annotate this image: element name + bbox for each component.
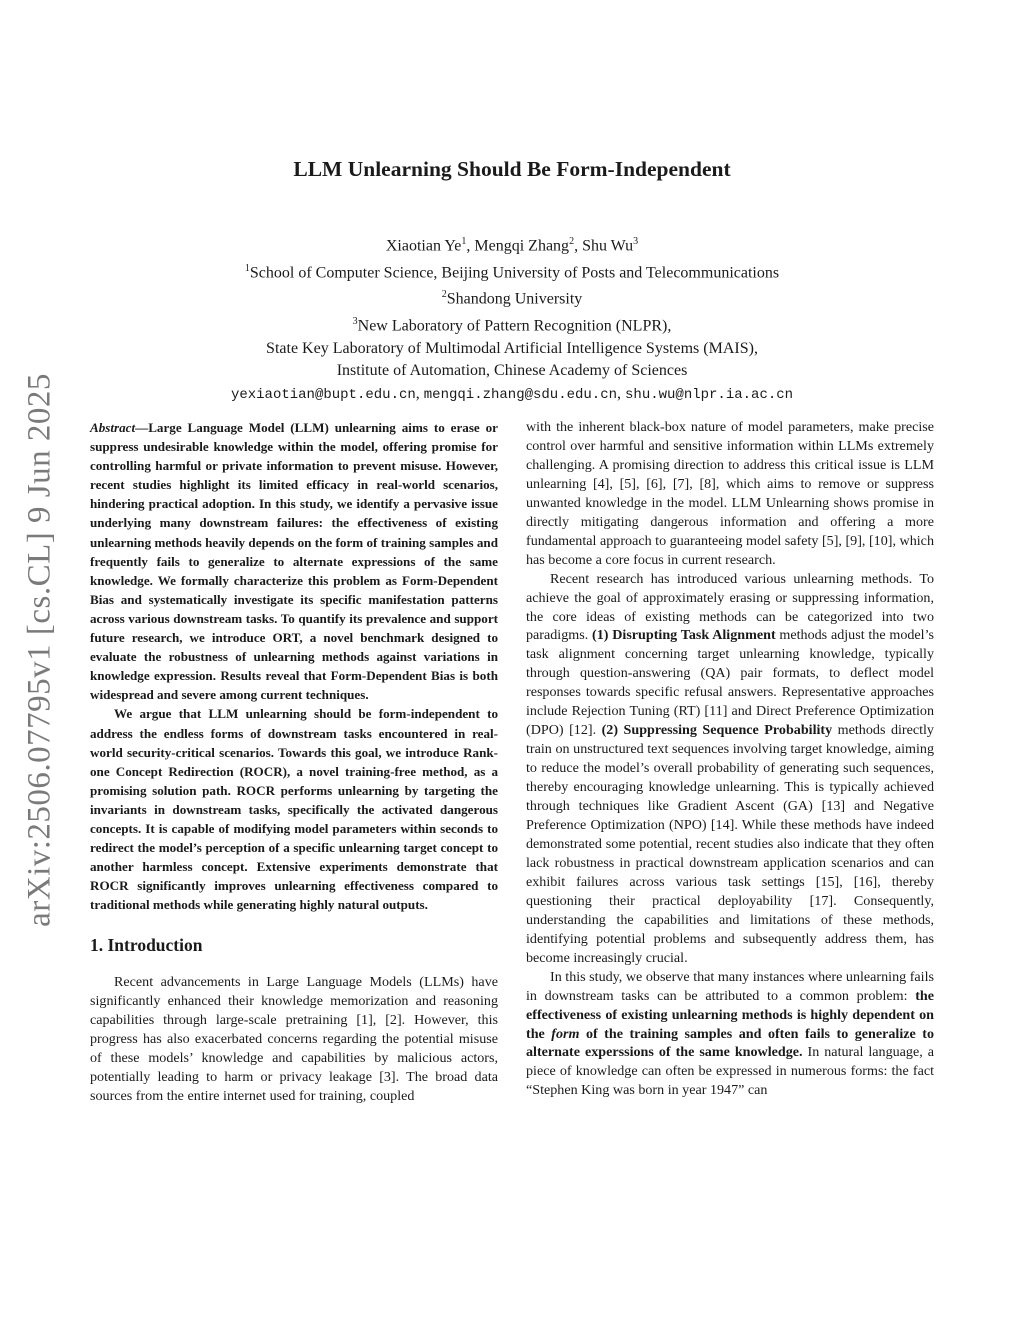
intro-paragraph-2: Recent research has introduced various unlearning methods. To achieve the goal of approximately erasing or suppressing information, the core ideas of existing methods can be categorized into two paradigms. (1) Disrupting Task Alignment methods adjust the model’s task alignment concerning target unlearning knowledge, typically through question-answering (QA) pair formats, to deflect model responses towards specific refusal answers. Representative approaches include Rejection Tuning (RT) [11] and Direct Preference Optimization (DPO) [12]. (2) Suppressing Sequence Probability methods directly train on unstructured text sequences involving target knowledge, aiming to reduce the model’s overall probability of generating such sequences, thereby encouraging knowledge unlearning. This is typically achieved through techniques like Gradient Ascent (GA) [13] and Negative Preference Optimization (NPO) [14]. While these methods have indeed demonstrated some potential, recent studies also indicate that they often lack robustness in practical downstream application scenarios and can exhibit failures across various task settings [15], [16], thereby questioning their practical deployability [17]. Consequently, understanding the capabilities and limitations of these methods, identifying potential problems and subsequently address them, has become increasingly crucial. [526, 570, 934, 966]
email-1[interactable]: yexiaotian@bupt.edu.cn [230, 386, 416, 403]
affiliation-3-line-3: Institute of Automation, Chinese Academy of Sciences [336, 362, 688, 380]
abstract-paragraph-2: We argue that LLM unlearning should be form-independent to address the endless forms of downstream tasks encountered in real-world security-critical scenarios. Towards this goal, we introduce Rank-one Concept Redirection (ROCR), a novel training-free method, as a promising solution path. ROCR performs unlearning by targeting the invariants in downstream tasks, specifically the activated dangerous concepts. It is capable of modifying model parameters within seconds to redirect the model’s perception of a specific unlearning target concept to another harmless concept. Extensive experiments demonstrate that ROCR significantly improves unlearning effectiveness compared to traditional methods while generating highly natural outputs. [90, 706, 498, 913]
right-column [526, 418, 934, 1100]
author-emails: yexiaotian@bupt.edu.cn, mengqi.zhang@sdu.edu.cn, shu.wu@nlpr.ia.ac.cn [230, 384, 794, 403]
affiliation-1: $^1$School of Computer Science, Beijing University of Posts and Telecommunications [244, 262, 780, 282]
left-column [90, 418, 498, 1106]
section-heading-introduction: 1. Introduction [90, 935, 203, 956]
author-block [0, 231, 1024, 406]
intro-paragraph-1: Recent advancements in Large Language Models (LLMs) have significantly enhanced their knowledge memorization and reasoning capabilities through large-scale pretraining [1], [2]. However, this progress has also exacerbated concerns regarding the potential misuse of these models’ knowledge and capabilities by malicious actors, potentially leading to harm or privacy leakage [3]. The broad data sources from the entire internet used for training, coupled [90, 974, 498, 1105]
affiliation-2: $^2$Shandong University [441, 289, 583, 308]
email-3[interactable]: shu.wu@nlpr.ia.ac.cn [625, 386, 794, 403]
email-2[interactable]: mengqi.zhang@sdu.edu.cn [423, 386, 618, 403]
abstract-paragraph-1: Abstract—Large Language Model (LLM) unlearning aims to erase or suppress undesirable knowledge within the model, offering promise for controlling harmful or private information to prevent misuse. However, recent studies highlight its limited efficacy in real-world scenarios, hindering practical adoption. In this study, we identify a pervasive issue underlying many downstream failures: the effectiveness of existing unlearning methods heavily depends on the form of training samples and frequently fails to generalize to alternate expressions of the same knowledge. We formally characterize this problem as Form-Dependent Bias and systematically investigate its specific manifestation patterns across various downstream tasks. To quantify its prevalence and support future research, we introduce ORT, a novel benchmark designed to evaluate the robustness of unlearning methods against variations in knowledge expression. Results reveal that Form-Dependent Bias is both widespread and severe among current techniques. [90, 420, 498, 703]
affiliation-3: $^3$New Laboratory of Pattern Recognition (NLPR), [352, 316, 672, 335]
abstract-label: Abstract [90, 420, 136, 435]
arxiv-identifier-stamp[interactable]: arXiv:2506.07795v1 [cs.CL] 9 Jun 2025 [21, 373, 58, 927]
intro-paragraph-1-continued: with the inherent black-box nature of model parameters, make precise control over harmful and sensitive information within LLMs extremely challenging. A promising direction to address this critical issue is LLM unlearning [4], [5], [6], [7], [8], which aims to remove or suppress unwanted knowledge in the model. LLM Unlearning shows promise in directly mitigating dangerous information and offering a more fundamental approach to guaranteeing model safety [5], [9], [10], which has become a core focus in current research. [526, 419, 934, 568]
author-names: Xiaotian Ye$^1$, Mengqi Zhang$^2$, Shu Wu$^3$ [385, 236, 639, 255]
paper-title: LLM Unlearning Should Be Form-Independent [293, 157, 731, 181]
affiliation-3-line-2: State Key Laboratory of Multimodal Artificial Intelligence Systems (MAIS), [266, 339, 758, 357]
intro-paragraph-3: In this study, we observe that many instances where unlearning fails in downstream tasks can be attributed to a common problem: the effectiveness of existing unlearning methods is highly dependent on the form of the training samples and often fails to generalize to alternate experssions of the same knowledge. In natural language, a piece of knowledge can often be expressed in numerous forms: the fact “Stephen King was born in year 1947” can [526, 968, 934, 1099]
